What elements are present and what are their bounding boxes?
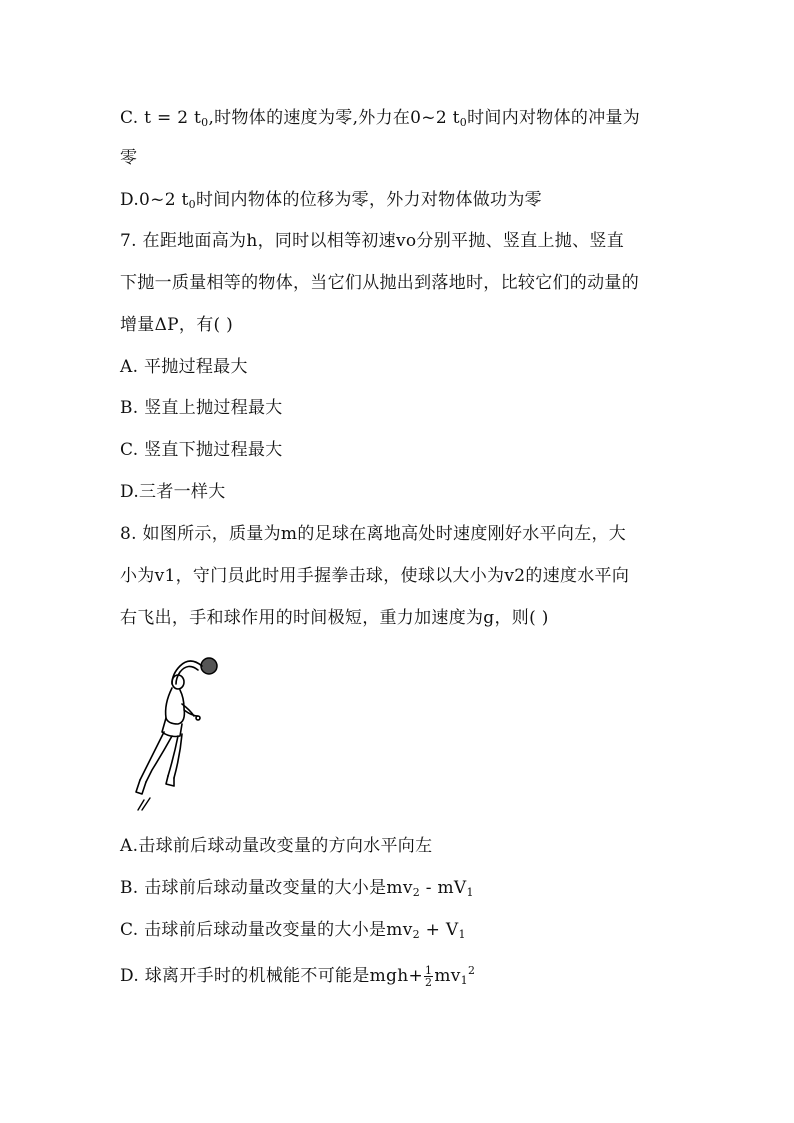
q8-option-d [120, 959, 475, 993]
q7-option-c: C. 竖直下抛过程最大 [120, 440, 283, 460]
numerator: 1 [425, 964, 433, 977]
q8-option-c [120, 918, 466, 947]
subscript: 1 [460, 974, 468, 987]
text: + V [419, 920, 459, 940]
option-c-line2 [120, 146, 137, 170]
text: D.0~2 t [120, 190, 189, 210]
text: C. t = 2 t [120, 108, 202, 128]
q8-line2: 小为v1，守门员此时用手握拳击球，使球以大小为v2的速度水平向 [120, 566, 630, 586]
text: 零 [120, 148, 138, 168]
q8-line1: 8. 如图所示，质量为m的足球在离地高处时速度刚好水平向左，大 [120, 524, 627, 544]
q7-line1: 7. 在距地面高为h，同时以相等初速vo分别平抛、竖直上抛、竖直 [120, 231, 625, 251]
superscript: 2 [467, 964, 476, 977]
option-d-line [120, 188, 542, 217]
denominator: 2 [425, 976, 433, 989]
text: B. 击球前后球动量改变量的大小是mv [120, 878, 413, 898]
q7-option-a: A. 平抛过程最大 [120, 357, 248, 377]
q7-line2: 下抛一质量相等的物体，当它们从抛出到落地时，比较它们的动量的 [120, 273, 639, 293]
text: D. 球离开手时的机械能不可能是mgh+ [120, 966, 424, 986]
subscript: 0 [188, 198, 196, 211]
q7-option-b: B. 竖直上抛过程最大 [120, 398, 283, 418]
option-c-line1 [120, 106, 640, 135]
text: - mV [420, 878, 467, 898]
subscript: 1 [466, 886, 474, 899]
q8-option-b [120, 876, 474, 905]
subscript: 2 [412, 886, 421, 899]
text: 时间内物体的位移为零，外力对物体做功为零 [195, 190, 542, 210]
text: ,时物体的速度为零,外力在0~2 t [208, 108, 460, 128]
text: 时间内对物体的冲量为 [467, 108, 641, 128]
fraction [424, 965, 433, 988]
q8-line3: 右飞出，手和球作用的时间极短，重力加速度为g，则( ) [120, 608, 549, 628]
subscript: 2 [412, 928, 420, 941]
goalkeeper-figure [128, 652, 224, 814]
text: mv [434, 966, 461, 986]
q7-option-d: D.三者一样大 [120, 482, 226, 502]
subscript: 0 [201, 116, 209, 129]
q8-option-a: A.击球前后球动量改变量的方向水平向左 [120, 836, 433, 856]
text: C. 击球前后球动量改变量的大小是mv [120, 920, 413, 940]
subscript: 1 [458, 928, 466, 941]
q7-line3: 增量ΔP，有( ) [120, 315, 234, 335]
subscript: 0 [459, 116, 468, 129]
